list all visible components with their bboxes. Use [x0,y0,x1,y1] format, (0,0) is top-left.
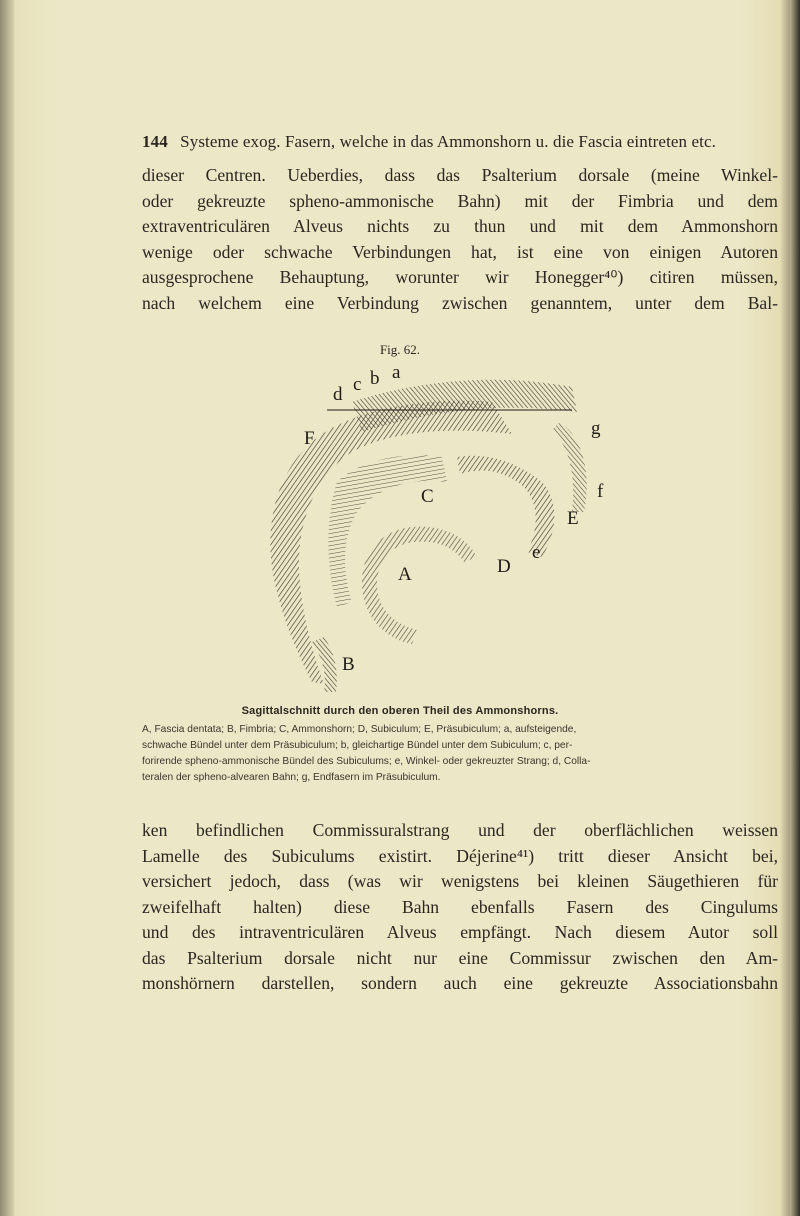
figure-letter-g: g [591,418,601,439]
text-line: oder gekreuzte spheno-ammonische Bahn) mit der Fimbria und dem [142,190,778,211]
figure-letter-d: d [333,384,343,405]
figure-caption-title: Sagittalschnitt durch den oberen Theil des Ammonshorns. [241,705,559,717]
figure-letter-a: a [392,362,401,383]
text-line: dieser Centren. Ueberdies, dass das Psalterium dorsale (meine Winkel- [142,165,778,185]
figure-letter-A: A [398,564,412,585]
caption-line: forirende spheno-ammonische Bündel des Subiculums; e, Winkel- oder gekreuzter Strang; d, Colla- [142,756,591,767]
figure-letter-b: b [370,368,380,389]
text-line: extraventriculären Alveus nichts zu thun und mit dem Ammonshorn [142,216,778,236]
figure-letter-f: f [597,481,604,502]
running-title: Systeme exog. Fasern, welche in das Ammonshorn u. die Fascia eintreten etc. [180,132,716,151]
text-line: versichert jedoch, dass (was wir wenigstens bei kleinen Säugethieren für [142,871,778,891]
text-line: ken befindlichen Commissuralstrang und der oberflächlichen weissen [142,820,778,840]
paragraph-1 [142,163,778,316]
paragraph-2 [142,818,778,997]
text-line: zweifelhaft halten) diese Bahn ebenfalls Fasern des Cingulums [142,896,778,917]
running-header [142,132,716,152]
presubiculum-region [552,422,587,512]
figure-letter-E: E [567,508,579,529]
caption-line: schwache Bündel unter dem Präsubiculum; b, gleichartige Bündel unter dem Subiculum; c, per- [142,740,573,751]
page-number: 144 [142,132,168,151]
caption-line: teralen der spheno-alvearen Bahn; g, Endfasern im Präsubiculum. [142,772,441,783]
figure-letter-F: F [304,428,315,449]
text-line: Lamelle des Subiculums existirt. Déjerine⁴¹) tritt dieser Ansicht bei, [142,845,778,866]
text-line: nach welchem eine Verbindung zwischen genanntem, unter dem Bal- [142,292,778,313]
figure-letter-C: C [421,486,434,507]
right-page-edge [790,0,800,1216]
figure-label: Fig. 62. [379,342,421,357]
figure-letter-B: B [342,654,355,675]
fascia-dentata [362,527,477,644]
text-line: das Psalterium dorsale nicht nur eine Commissur zwischen den Am- [142,947,778,968]
text-line: wenige oder schwache Verbindungen hat, ist eine von einigen Autoren [142,241,778,262]
left-page-edge [0,0,14,1216]
text-line: und des intraventriculären Alveus empfängt. Nach diesem Autor soll [142,922,778,942]
caption-line: A, Fascia dentata; B, Fimbria; C, Ammonshorn; D, Subiculum; E, Präsubiculum; a, aufsteigende, [142,724,577,735]
histology-figure [242,362,614,698]
figure-letter-e: e [532,542,541,563]
text-line: ausgesprochene Behauptung, worunter wir Honegger⁴⁰) citiren müssen, [142,267,778,287]
figure-letter-D: D [497,556,511,577]
figure-caption [142,722,778,786]
figure-letter-c: c [353,374,362,395]
text-line: monshörnern darstellen, sondern auch eine gekreuzte Associationsbahn [142,973,778,993]
